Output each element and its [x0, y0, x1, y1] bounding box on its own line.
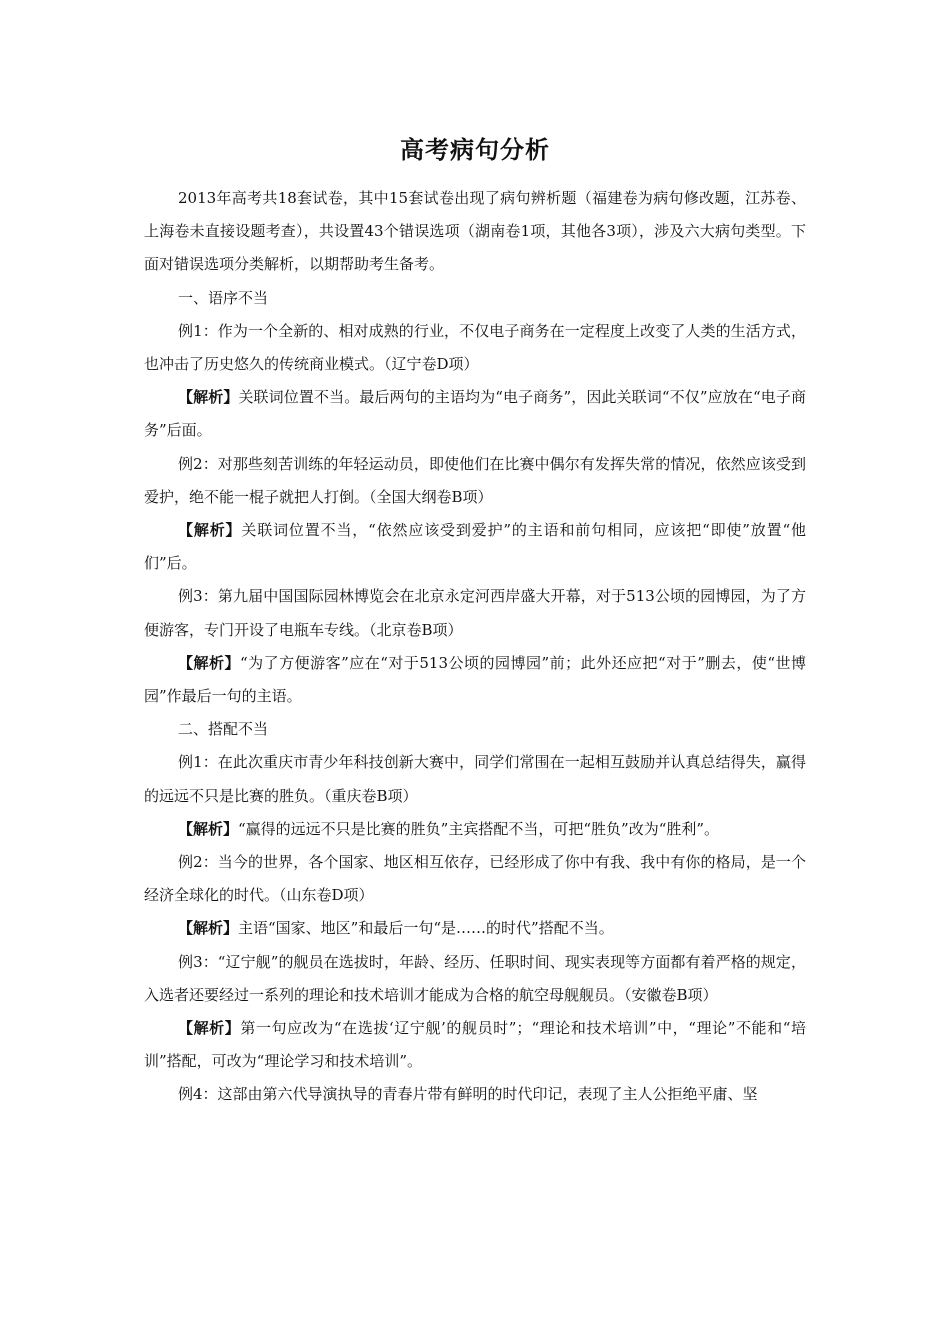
section-heading: 二、搭配不当	[178, 720, 269, 739]
analysis-tag: 【解析】	[178, 1019, 241, 1038]
analysis-text: 关联词位置不当，“依然应该受到爱护”的主语和前句相同，应该把“即使”放置“他们”后。	[144, 521, 806, 573]
example-paragraph: 例4：这部由第六代导演执导的青春片带有鲜明的时代印记，表现了主人公拒绝平庸、坚	[178, 1085, 758, 1104]
analysis-text: “为了方便游客”应在“对于513公顷的园博园”前；此外还应把“对于”删去，使“世博园”作最后一句的主语。	[144, 653, 806, 706]
example-paragraph: 例3：第九届中国国际园林博览会在北京永定河西岸盛大开幕，对于513公顷的园博园，为了方便游客，专门开设了电瓶车专线。（北京卷B项）	[144, 587, 806, 639]
analysis-paragraph	[144, 912, 806, 945]
section-heading: 一、语序不当	[178, 288, 269, 307]
example-paragraph: 例2：对那些刻苦训练的年轻运动员，即使他们在比赛中偶尔有发挥失常的情况，依然应该受到爱护，绝不能一棍子就把人打倒。（全国大纲卷B项）	[144, 454, 806, 506]
example-paragraph: 例3：“辽宁舰”的舰员在选拔时，年龄、经历、任职时间、现实表现等方面都有着严格的规定，入选者还要经过一系列的理论和技术培训才能成为合格的航空母舰舰员。（安徽卷B项）	[144, 952, 806, 1004]
analysis-tag: 【解析】	[178, 521, 242, 540]
analysis-paragraph	[144, 647, 806, 713]
analysis-tag: 【解析】	[178, 388, 239, 407]
analysis-tag: 【解析】	[178, 919, 239, 938]
analysis-tag: 【解析】	[178, 653, 240, 672]
analysis-paragraph	[144, 381, 806, 447]
example-paragraph: 例1：在此次重庆市青少年科技创新大赛中，同学们常围在一起相互鼓励并认真总结得失，赢得的远远不只是比赛的胜负。（重庆卷B项）	[144, 753, 806, 805]
analysis-paragraph	[144, 1012, 806, 1078]
analysis-text: 主语“国家、地区”和最后一句“是……的时代”搭配不当。	[238, 919, 614, 938]
analysis-tag: 【解析】	[178, 819, 239, 838]
analysis-paragraph	[144, 813, 806, 846]
analysis-text: 第一句应改为“在选拔‘辽宁舰’的舰员时”；“理论和技术培训”中，“理论”不能和“培训”搭配，可改为“理论学习和技术培训”。	[144, 1019, 806, 1071]
analysis-text: 关联词位置不当。最后两句的主语均为“电子商务”，因此关联词“不仅”应放在“电子商务”后面。	[144, 388, 806, 440]
example-paragraph: 例2：当今的世界，各个国家、地区相互依存，已经形成了你中有我、我中有你的格局，是一个经济全球化的时代。（山东卷D项）	[144, 853, 806, 905]
analysis-paragraph	[144, 514, 806, 580]
document-title: 高考病句分析	[400, 136, 550, 164]
analysis-text: “赢得的远远不只是比赛的胜负”主宾搭配不当，可把“胜负”改为“胜利”。	[238, 819, 720, 838]
document-body	[144, 182, 806, 1112]
intro-paragraph: 2013年高考共18套试卷，其中15套试卷出现了病句辨析题（福建卷为病句修改题，江苏卷、上海卷未直接设题考查），共设置43个错误选项（湖南卷1项，其他各3项），涉及六大病句类型。下面对错误选项分类解析，以期帮助考生备考。	[144, 189, 806, 274]
example-paragraph: 例1：作为一个全新的、相对成熟的行业，不仅电子商务在一定程度上改变了人类的生活方式，也冲击了历史悠久的传统商业模式。（辽宁卷D项）	[144, 321, 806, 374]
